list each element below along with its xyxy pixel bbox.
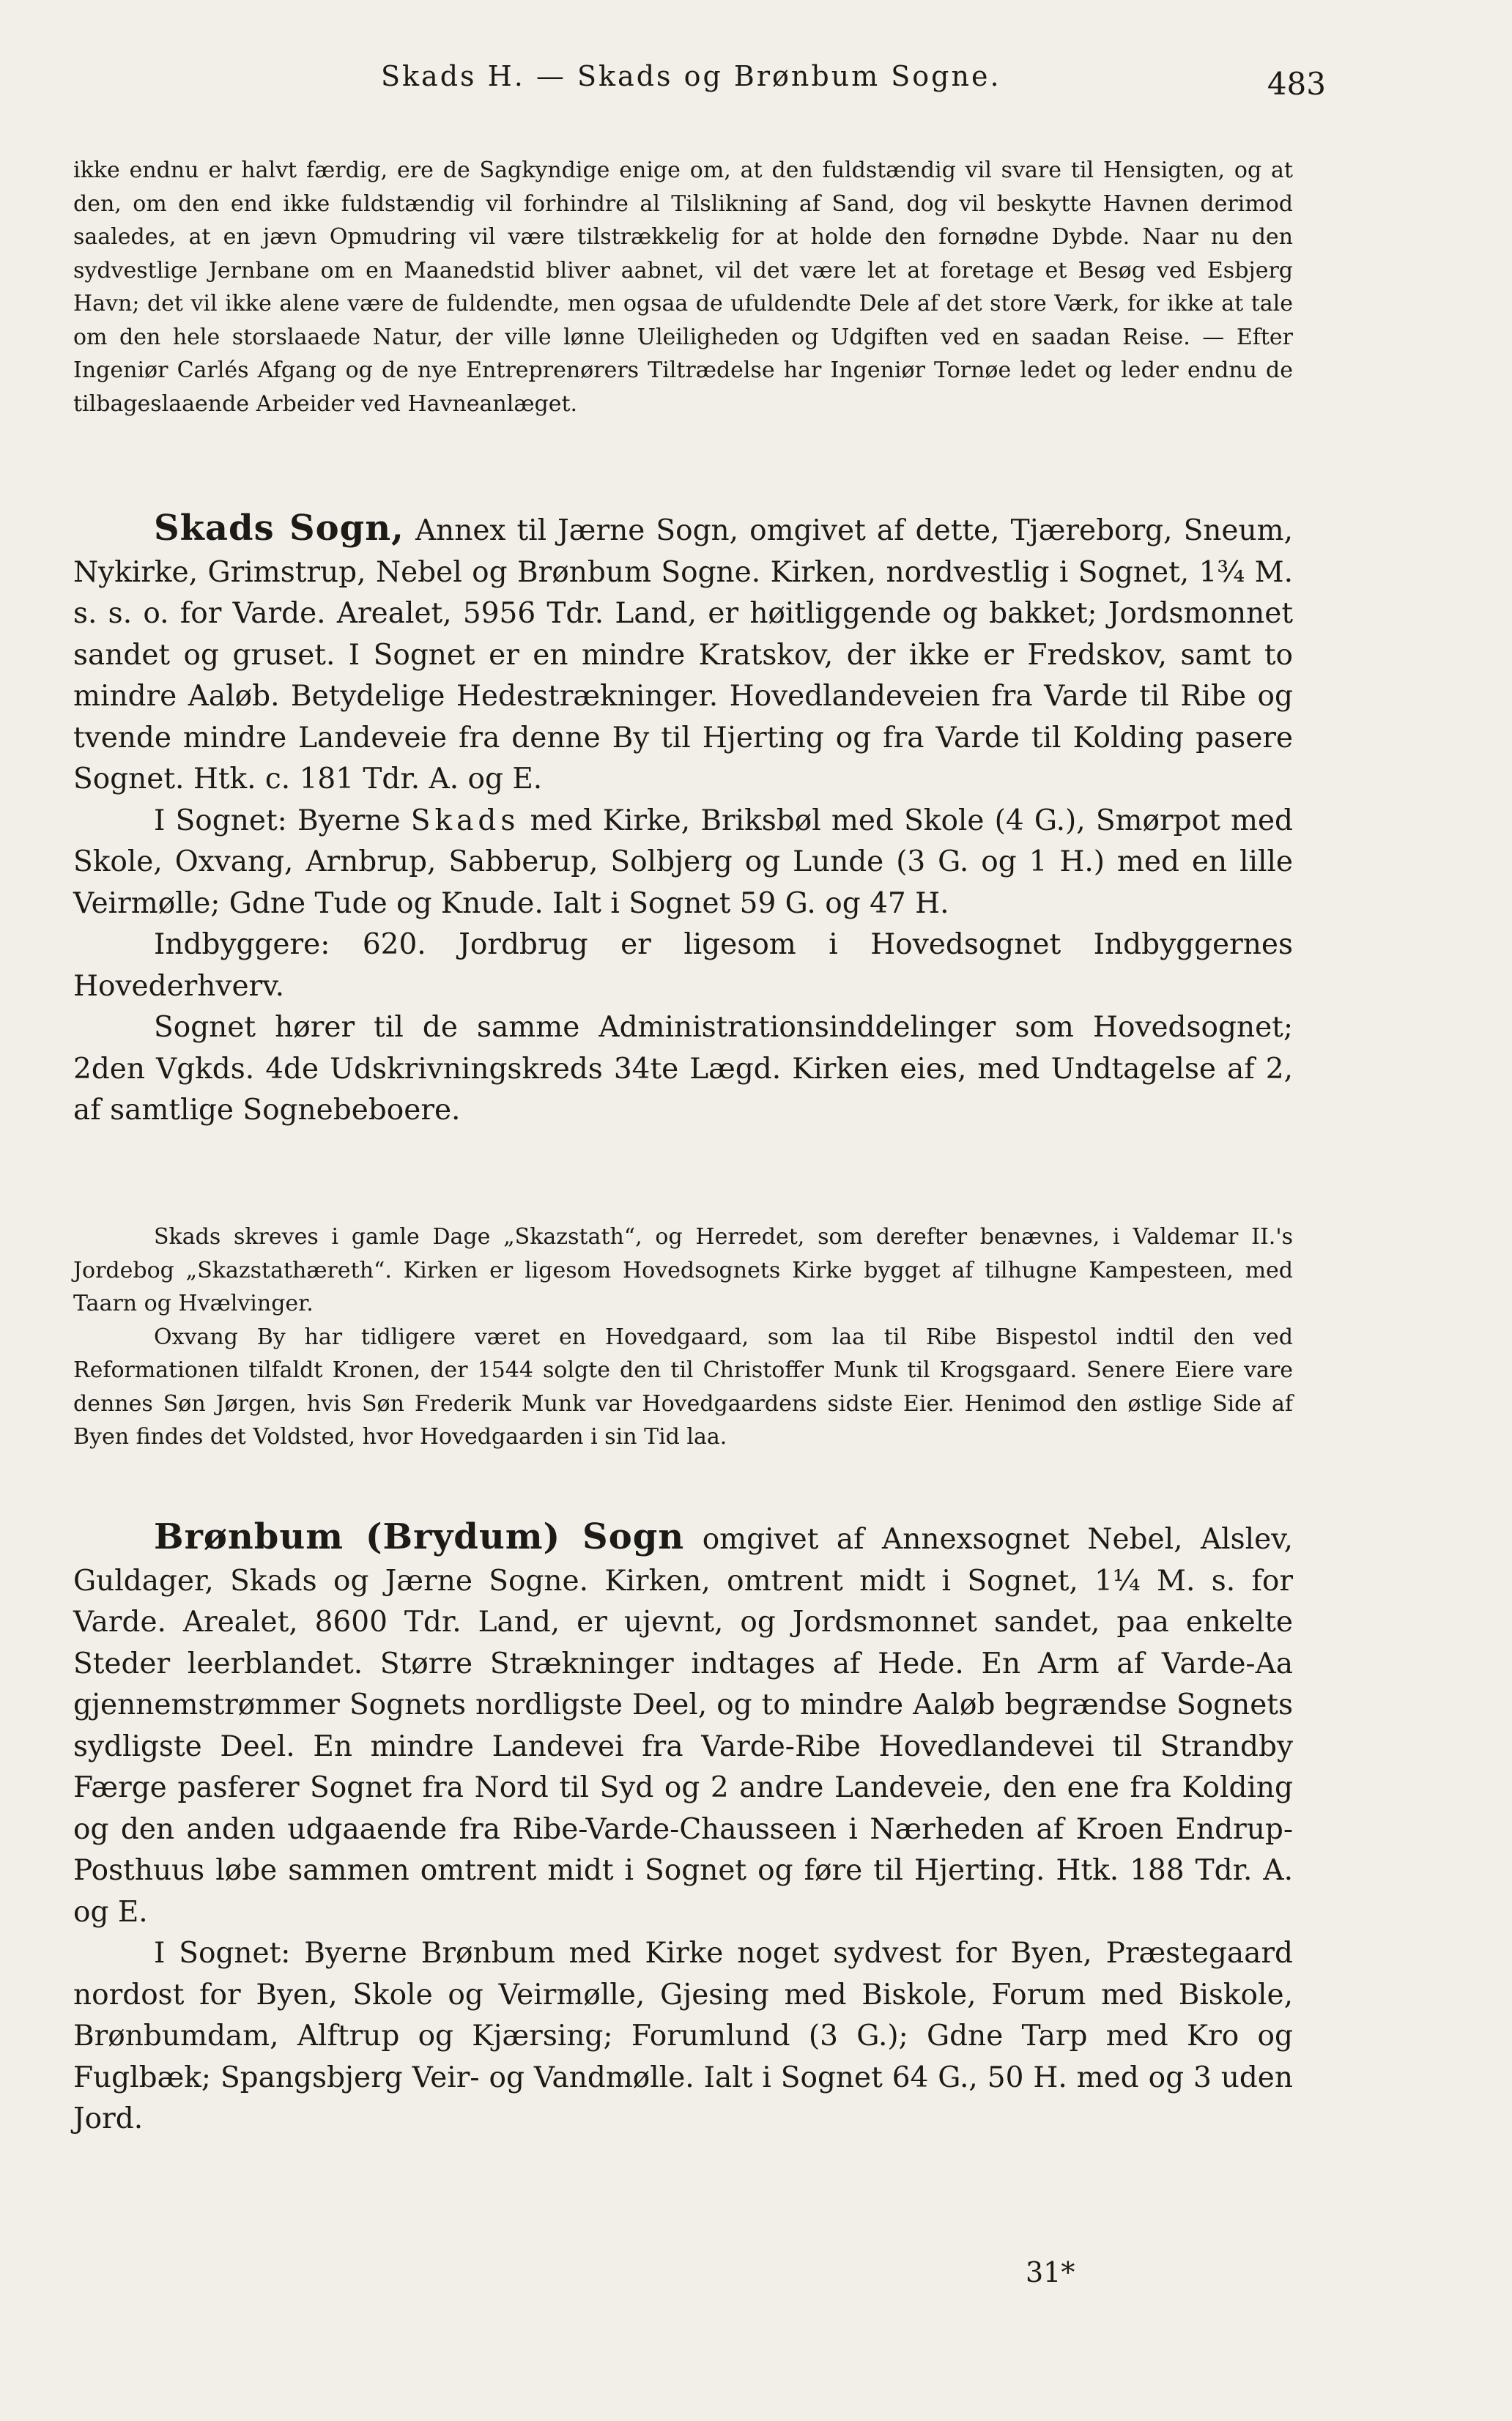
skads-note-history: Skads skreves i gamle Dage „Skazstath“, og Herredet, som derefter benævnes, i Valdemar II.'s Jordebog „Skazstathæreth“. Kirken er ligesom Hovedsognets Kirke bygget af tilhugne Kampesteen, med Taarn og Hvælvinger. [73, 1224, 1293, 1316]
skads-section [73, 508, 1293, 1132]
intro-paragraph: ikke endnu er halvt færdig, ere de Sagkyndige enige om, at den fuldstændig vil svare til Hensigten, og at den, om den end ikke fuldstændig vil forhindre al Tilslikning af Sand, dog vil beskytte Havnen derimod saaledes, at en jævn Opmudring vil være tilstrækkelig for at holde den fornødne Dybde. Naar nu den sydvestlige Jernbane om en Maanedstid bliver aabnet, vil det være let at foretage et Besøg ved Esbjerg Havn; det vil ikke alene være de fuldendte, men ogsaa de ufuldendte Dele af det store Værk, for ikke at tale om den hele storslaaede Natur, der ville lønne Uleiligheden og Udgiften ved en saadan Reise. — Efter Ingeniør Carlés Afgang og de nye Entreprenørers Tiltrædelse har Ingeniør Tornøe ledet og leder endnu de tilbageslaaende Arbeider ved Havneanlæget. [73, 157, 1293, 417]
skads-note-oxvang: Oxvang By har tidligere været en Hovedgaard, som laa til Ribe Bispestol indtil den ved Reformationen tilfaldt Kronen, der 1544 solgte den til Christoffer Munk til Krogsgaard. Senere Eiere vare dennes Søn Jørgen, hvis Søn Frederik Munk var Hovedgaardens sidste Eier. Henimod den østlige Side af Byen findes det Voldsted, hvor Hovedgaarden i sin Tid laa. [73, 1324, 1293, 1450]
bronbum-description-text: omgivet af Annexsognet Nebel, Alslev, Guldager, Skads og Jærne Sogne. Kirken, omtrent midt i Sognet, 1¼ M. s. for Varde. Arealet, 8600 Tdr. Land, er ujevnt, og Jordsmonnet sandet, paa enkelte Steder leerblandet. Større Strækninger indtages af Hede. En Arm af Varde-Aa gjennemstrømmer Sognets nordligste Deel, og to mindre Aaløb begrændse Sognets sydligste Deel. En mindre Landevei fra Varde-Ribe Hovedlandevei til Strandby Færge pasferer Sognet fra Nord til Syd og 2 andre Landeveie, den ene fra Kolding og den anden udgaaende fra Ribe-Varde-Chausseen i Nærheden af Kroen Endrup-Posthuus løbe sammen omtrent midt i Sognet og føre til Hjerting. Htk. 188 Tdr. A. og E. [73, 1523, 1293, 1929]
page-number: 483 [1267, 66, 1326, 102]
skads-notes [73, 1220, 1293, 1454]
section-heading-skads: Skads Sogn, [154, 508, 404, 549]
skads-villages [73, 801, 1293, 925]
skads-administration: Sognet hører til de samme Administrationsinddelinger som Hovedsognet; 2den Vgkds. 4de Udskrivningskreds 34te Lægd. Kirken eies, med Undtagelse af 2, af samtlige Sognebeboere. [73, 1011, 1293, 1127]
villages-lead: I Sognet: Byerne [154, 804, 401, 837]
skads-description-text: Annex til Jærne Sogn, omgivet af dette, Tjæreborg, Sneum, Nykirke, Grimstrup, Nebel og Brønbum Sogne. Kirken, nordvestlig i Sognet, 1¾ M. s. s. o. for Varde. Arealet, 5956 Tdr. Land, er høitliggende og bakket; Jordsmonnet sandet og gruset. I Sognet er en mindre Kratskov, der ikke er Fredskov, samt to mindre Aaløb. Betydelige Hedestrækninger. Hovedlandeveien fra Varde til Ribe og tvende mindre Landeveie fra denne By til Hjerting og fra Varde til Kolding pasere Sognet. Htk. c. 181 Tdr. A. og E. [73, 514, 1294, 796]
skads-description [73, 508, 1293, 801]
signature-mark: 31* [1026, 2256, 1075, 2288]
skads-population: Indbyggere: 620. Jordbrug er ligesom i Hovedsognet Indbyggernes Hovederhverv. [73, 928, 1293, 1003]
bronbum-section [73, 1516, 1293, 2140]
villages-rest: med Kirke, Briksbøl med Skole (4 G.), Smørpot med Skole, Oxvang, Arnbrup, Sabberup, Solbjerg og Lunde (3 G. og 1 H.) med en lille Veirmølle; Gdne Tude og Knude. Ialt i Sognet 59 G. og 47 H. [73, 804, 1293, 920]
running-title: Skads H. — Skads og Brønbum Sogne. [381, 60, 1001, 92]
village-name-skads: Skads [410, 804, 520, 837]
page-header [73, 60, 1326, 104]
bronbum-description [73, 1516, 1293, 1933]
intro-paragraph-block [73, 154, 1293, 420]
bronbum-villages: I Sognet: Byerne Brønbum med Kirke noget sydvest for Byen, Præstegaard nordost for Byen, Skole og Veirmølle, Gjesing med Biskole, Forum med Biskole, Brønbumdam, Alftrup og Kjærsing; Forumlund (3 G.); Gdne Tarp med Kro og Fuglbæk; Spangsbjerg Veir- og Vandmølle. Ialt i Sognet 64 G., 50 H. med og 3 uden Jord. [73, 1937, 1293, 2135]
section-heading-bronbum: Brønbum (Brydum) Sogn [154, 1516, 685, 1557]
